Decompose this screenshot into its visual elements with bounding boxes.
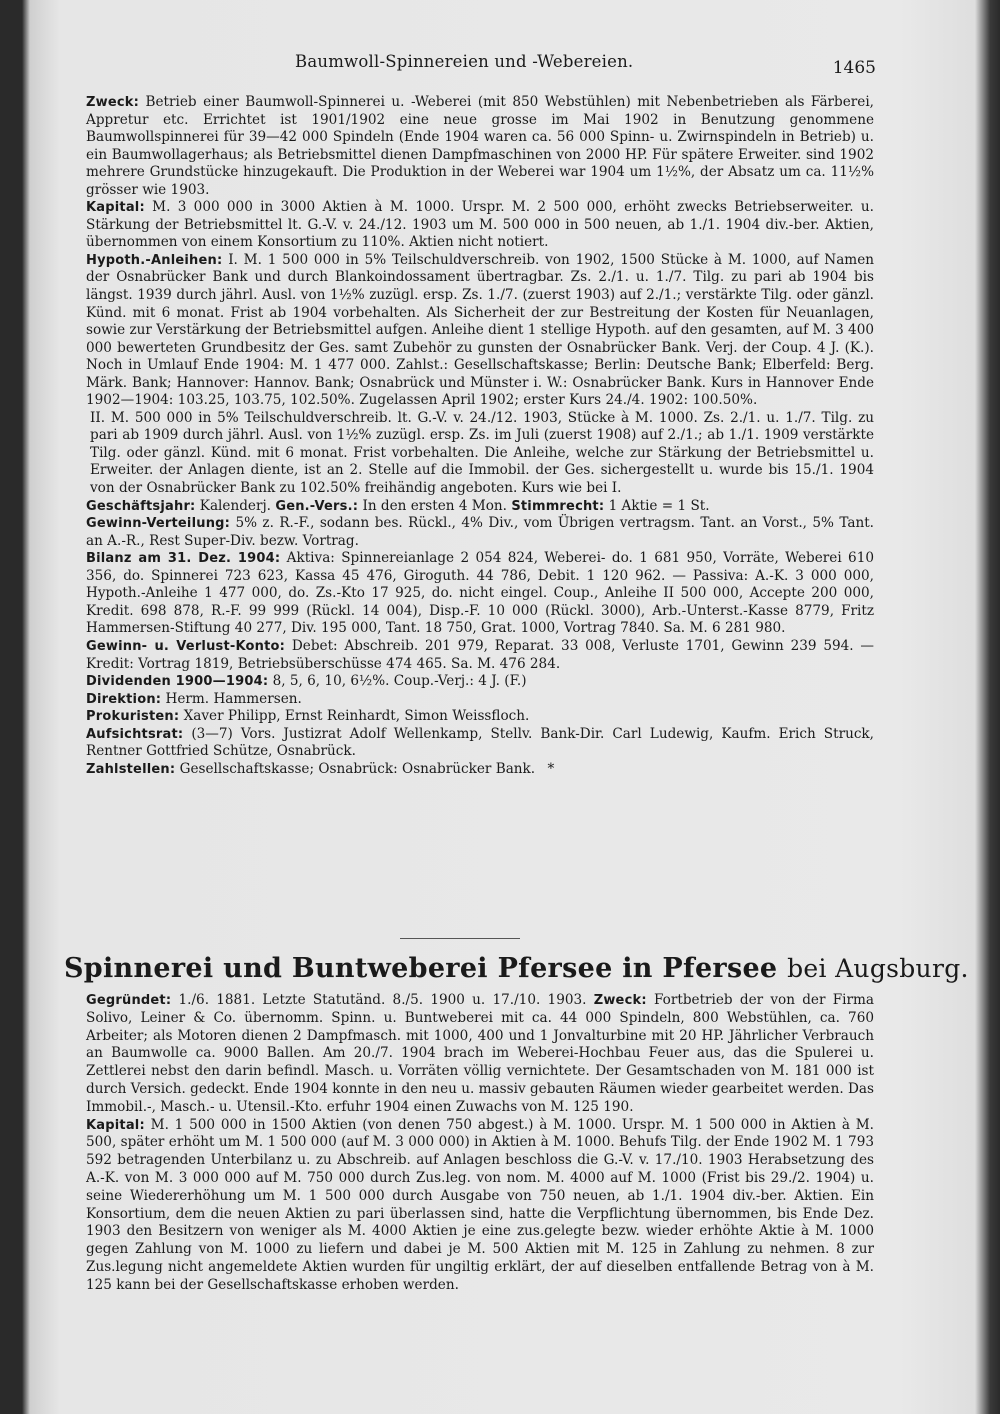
dividenden-text: 8, 5, 6, 10, 6½%. Coup.-Verj.: 4 J. (F.) [272,673,527,690]
zahlstellen-label: Zahlstellen: [86,761,176,777]
geschaeftsjahr-paragraph [86,498,874,516]
aufsichtsrat-text: (3—7) Vors. Justizrat Adolf Wellenkamp, Stellv. Bank-Dir. Carl Ludewig, Kaufm. Erich Struck, Rentner Gottfried Schütze, Osnabrück. [86,725,874,760]
zahlstellen-text: Gesellschaftskasse; Osnabrück: Osnabrücker Bank. [179,760,536,777]
bilanz-text: Aktiva: Spinnereianlage 2 054 824, Weberei- do. 1 681 950, Vorräte, Weberei 610 356, do. Spinnerei 723 623, Kassa 45 476, Giroguth. 44 786, Debit. 1 120 962. — Passiva: A.-K. 3 000 000, Hypoth.-Anleihe 1 477 000, do. Zs.-Kto 17 925, do. nicht eingel. Coup., Anleihe II 500 000, Accepte 200 000, Kredit. 698 878, R.-F. 99 999 (Rückl. 14 004), Disp.-F. 10 000 (Rückl. 3000), Arb.-Unterst.-Kasse 8779, Fritz Hammersen-Stiftung 40 277, Div. 195 000, Tant. 18 750, Grat. 1000, Vortrag 7840. Sa. M. 6 281 980. [86,550,874,637]
zweck-paragraph [86,94,874,199]
entry-pfersee [86,992,874,1295]
guv-paragraph [86,638,874,673]
direktion-label: Direktion: [86,691,162,707]
running-title: Baumwoll-Spinnereien und -Webereien. [295,52,634,71]
aufsichtsrat-paragraph [86,726,874,761]
stimmrecht-label: Stimmrecht: [511,498,605,514]
gewinnverteilung-paragraph [86,515,874,550]
page-header [70,52,880,82]
dividenden-paragraph [86,673,874,691]
prokuristen-label: Prokuristen: [86,709,180,725]
company-heading-pfersee [64,953,969,984]
direktion-paragraph [86,691,874,709]
company-place: bei Augsburg. [787,954,969,983]
section-divider [400,938,520,939]
gewinnverteilung-text: 5% z. R.-F., sodann bes. Rückl., 4% Div., vom Übrigen vertragsm. Tant. an Vorst., 5% Tant. an A.-R., Rest Super-Div. bezw. Vortrag. [86,515,874,549]
kapital2-label: Kapital: [86,1117,145,1133]
hypoth-label: Hypoth.-Anleihen: [86,252,223,268]
bilanz-label: Bilanz am 31. Dez. 1904: [86,551,281,567]
geschaeftsjahr-label: Geschäftsjahr: [86,498,196,514]
zweck2-label: Zweck: [593,993,647,1008]
zahlstellen-paragraph [86,761,874,779]
kapital2-paragraph [86,1117,874,1295]
company-name: Spinnerei und Buntweberei Pfersee in Pfersee [64,953,778,984]
kapital-text: M. 3 000 000 in 3000 Aktien à M. 1000. Urspr. M. 2 500 000, erhöht zwecks Betriebserweiter. u. Stärkung der Betriebsmittel lt. G.-V. v. 24./12. 1903 um M. 500 000 in 500 neuen, ab 1./1. 1904 div.-ber. Aktien, übernommen von einem Konsortium zu 110%. Aktien nicht notiert. [86,199,874,251]
gegruendet-text: 1./6. 1881. Letzte Statutänd. 8./5. 1900 u. 17./10. 1903. [178,992,587,1008]
prokuristen-text: Xaver Philipp, Ernst Reinhardt, Simon Weissfloch. [183,708,530,725]
hypoth-paragraph-1 [86,252,874,410]
asterisk-mark: * [547,760,555,777]
bilanz-paragraph [86,550,874,638]
page-number: 1465 [832,58,876,78]
hypoth-text-2: II. M. 500 000 in 5% Teilschuldverschreib. lt. G.-V. v. 24./12. 1903, Stücke à M. 1000. Zs. 2./1. u. 1./7. Tilg. zu pari ab 1909 durch jährl. Ausl. von 1½% zuzügl. ersp. Zs. im Juli (zuerst 1908) auf 2./1.; ab 1./1. 1909 verstärkte Tilg. oder gänzl. Künd. mit 6 monat. Frist vorbehalten. Die Anleihe, welche zur Stärkung der Betriebsmittel u. Erweiter. der Anlagen diente, ist an 2. Stelle auf die Immobil. der Ges. sichergestellt u. wurde bis 15./1. 1904 von der Osnabrücker Bank zu 102.50% freihändig angeboten. Kurs wie bei I. [90,409,874,497]
genvers-label: Gen.-Vers.: [275,498,359,514]
entry-osnabrueck [86,94,874,778]
zweck2-text: Fortbetrieb der von der Firma Solivo, Leiner & Co. übernomm. Spinn. u. Buntweberei mit ca. 44 000 Spindeln, 800 Webstühlen, ca. 760 Arbeiter; als Motoren dienen 2 Dampfmasch. mit 1000, 400 und 1 Jonvalturbine mit 20 HP. Jährlicher Verbrauch an Baumwolle ca. 9000 Ballen. Am 20./7. 1904 brach im Weberei-Hochbau Feuer aus, das die Spulerei u. Zettlerei nebst den darin befindl. Masch. u. Vorräten völlig vernichtete. Der Gesamtschaden von M. 181 000 ist durch Versich. gedeckt. Ende 1904 konnte in den neu u. massiv gebauten Räumen wieder gearbeitet werden. Das Immobil.-, Masch.- u. Utensil.-Kto. erfuhr 1904 einen Zuwachs von M. 125 190. [86,992,874,1115]
zweck-text: Betrieb einer Baumwoll-Spinnerei u. -Weberei (mit 850 Webstühlen) mit Nebenbetrieben als Färberei, Appretur etc. Errichtet ist 1901/1902 eine neue grosse im Mai 1902 in Benutzung genommene Baumwollspinnerei für 39—42 000 Spindeln (Ende 1904 waren ca. 56 000 Spinn- u. Zwirnspindeln in Betrieb) u. ein Baumwollagerhaus; als Betriebsmittel dienen Dampfmaschinen von 2000 HP. Für spätere Erweiter. sind 1902 mehrere Grundstücke hinzugekauft. Die Produktion in der Weberei war 1904 um 1½%, der Absatz um ca. 11½% grösser wie 1903. [86,94,874,198]
zweck-label: Zweck: [86,95,140,110]
gegruendet-label: Gegründet: [86,993,172,1008]
geschaeftsjahr-text: Kalenderj. [199,497,271,514]
guv-label: Gewinn- u. Verlust-Konto: [86,638,286,654]
prokuristen-paragraph [86,708,874,726]
kapital2-text: M. 1 500 000 in 1500 Aktien (von denen 750 abgest.) à M. 1000. Urspr. M. 1 500 000 in Aktien à M. 500, später erhöht um M. 1 500 000 (auf M. 3 000 000) in Aktien à M. 1000. Behufs Tilg. der Ende 1902 M. 1 793 592 betragenden Unterbilanz u. zu Abschreib. auf Anlagen beschloss die G.-V. v. 17./10. 1903 Herabsetzung des A.-K. von M. 3 000 000 auf M. 750 000 durch Zus.leg. von nom. M. 4000 auf M. 1000 (Frist bis 29./2. 1904) u. seine Wiedererhöhung um M. 1 500 000 durch Ausgabe von 750 neuen, ab 1./1. 1904 div.-ber. Aktien. Ein Konsortium, dem die neuen Aktien zu pari überlassen sind, hatte die Verpflichtung übernommen, bis Ende Dez. 1903 den Besitzern von weniger als M. 4000 Aktien je eine zus.gelegte bezw. wieder erhöhte Aktie à M. 1000 gegen Zahlung von M. 1000 zu liefern und dabei je M. 500 Aktien mit M. 125 in Zahlung zu nehmen. 8 zur Zus.legung nicht angemeldete Aktien wurden für ungiltig erklärt, der auf dieselben entfallende Betrag von à M. 125 kann bei der Gesellschaftskasse erhoben werden. [86,1116,874,1293]
hypoth-paragraph-2 [86,410,874,498]
hypoth-text-1: I. M. 1 500 000 in 5% Teilschuldverschreib. von 1902, 1500 Stücke à M. 1000, auf Namen der Osnabrücker Bank und durch Blankoindossament übertragbar. Zs. 2./1. u. 1./7. Tilg. zu pari ab 1904 bis längst. 1939 durch jährl. Ausl. von 1½% zuzügl. ersp. Zs. 1./7. (zuerst 1903) auf 2./1.; verstärkte Tilg. oder gänzl. Künd. mit 6 monat. Frist ab 1904 vorbehalten. Als Sicherheit der zur Bestreitung der Kosten für Neuanlagen, sowie zur Verstärkung der Betriebsmittel aufgen. Anleihe dient 1 stellige Hypoth. auf den gesamten, auf M. 3 400 000 bewerteten Grundbesitz der Ges. samt Zubehör zu gunsten der Osnabrücker Bank. Verj. der Coup. 4 J. (K.). Noch in Umlauf Ende 1904: M. 1 477 000. Zahlst.: Gesellschaftskasse; Berlin: Deutsche Bank; Elberfeld: Berg. Märk. Bank; Hannover: Hannov. Bank; Osnabrück und Münster i. W.: Osnabrücker Bank. Kurs in Hannover Ende 1902—1904: 103.25, 103.75, 102.50%. Zugelassen April 1902; erster Kurs 24./4. 1902: 100.50%. [86,251,874,409]
direktion-text: Herm. Hammersen. [165,690,302,707]
kapital-label: Kapital: [86,200,145,216]
gewinnverteilung-label: Gewinn-Verteilung: [86,516,231,532]
dividenden-label: Dividenden 1900—1904: [86,674,269,690]
kapital-paragraph [86,199,874,252]
aufsichtsrat-label: Aufsichtsrat: [86,726,184,742]
gegruendet-paragraph [86,992,874,1117]
genvers-text: In den ersten 4 Mon. [362,497,507,514]
guv-text: Debet: Abschreib. 201 979, Reparat. 33 008, Verluste 1701, Gewinn 239 594. — Kredit: Vortrag 1819, Betriebsüberschüsse 474 465. Sa. M. 476 284. [86,637,874,672]
stimmrecht-text: 1 Aktie = 1 St. [608,497,710,514]
